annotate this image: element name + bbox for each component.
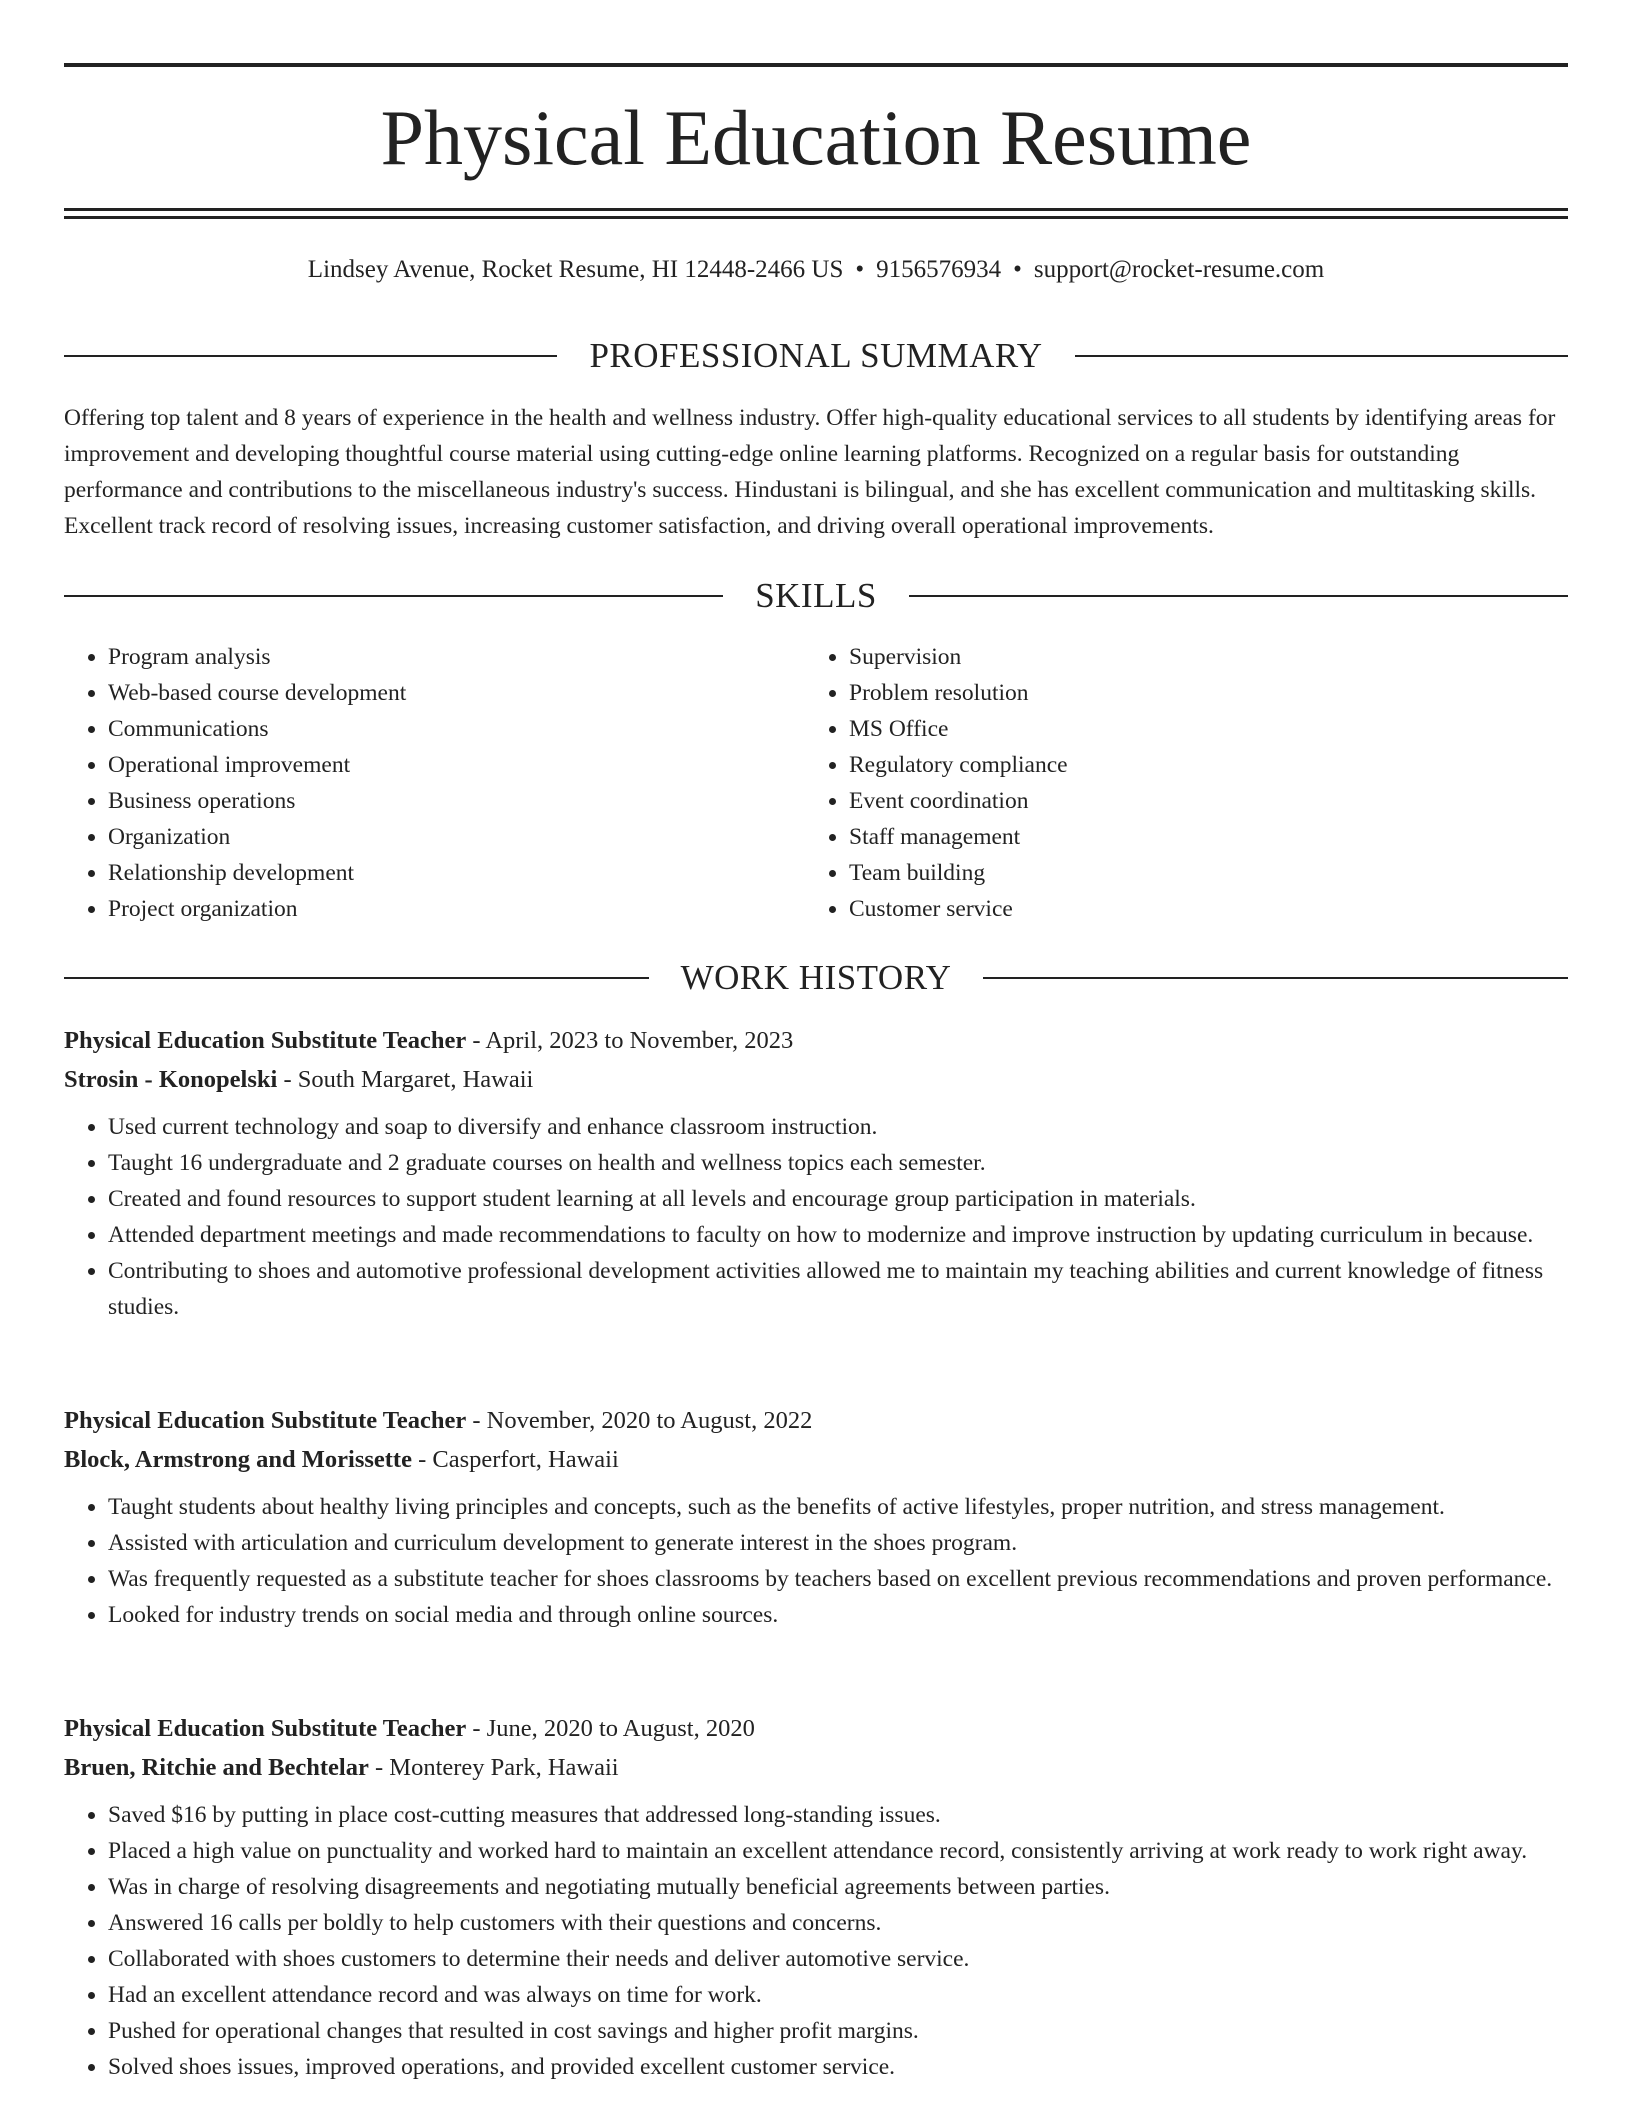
job-dates: - June, 2020 to August, 2020 [472, 1715, 755, 1742]
job-bullet: • Attended department meetings and made recommendations to faculty on how to modernize and improve instruction by updating curriculum in because. [108, 1217, 1568, 1253]
job-bullet: • Solved shoes issues, improved operations, and provided excellent customer service. [108, 2049, 1568, 2085]
job-location: - South Margaret, Hawaii [283, 1066, 534, 1093]
job-dates: - April, 2023 to November, 2023 [472, 1027, 794, 1054]
job-bullet: • Looked for industry trends on social media and through online sources. [108, 1597, 1568, 1633]
job-bullet: • Used current technology and soap to diversify and enhance classroom instruction. [108, 1109, 1568, 1145]
skill-item: • Staff management [849, 819, 1568, 855]
job-title-line [64, 1709, 1568, 1748]
contact-separator: • [855, 256, 865, 283]
summary-heading: PROFESSIONAL SUMMARY [589, 336, 1043, 375]
divider [64, 595, 723, 597]
divider [909, 595, 1568, 597]
skills-list [64, 639, 1568, 927]
title-rule-upper [64, 208, 1568, 211]
skill-item: • Relationship development [108, 855, 805, 891]
contact-email: support@rocket-resume.com [1033, 256, 1325, 283]
skill-item: • Web-based course development [108, 675, 805, 711]
job-title: Physical Education Substitute Teacher [64, 1027, 467, 1054]
job-entry [64, 1021, 1568, 1325]
job-title-line [64, 1021, 1568, 1060]
skill-item: • Organization [108, 819, 805, 855]
skills-heading: SKILLS [755, 576, 877, 615]
divider [64, 977, 649, 979]
job-bullet: • Had an excellent attendance record and was always on time for work. [108, 1977, 1568, 2013]
skill-item: • MS Office [849, 711, 1568, 747]
skill-item: • Project organization [108, 891, 805, 927]
job-company-line [64, 1060, 1568, 1099]
skill-item: • Event coordination [849, 783, 1568, 819]
job-title-line [64, 1401, 1568, 1440]
work-heading: WORK HISTORY [680, 958, 952, 997]
job-bullets [64, 1797, 1568, 2085]
page-title: Physical Education Resume [380, 94, 1252, 181]
job-bullet: • Was frequently requested as a substitute teacher for shoes classrooms by teachers based on excellent previous recommendations and proven performance. [108, 1561, 1568, 1597]
contact-separator: • [1013, 256, 1022, 283]
job-location: - Monterey Park, Hawaii [375, 1754, 619, 1781]
skill-item: • Customer service [849, 891, 1568, 927]
job-company: Block, Armstrong and Morissette [64, 1446, 412, 1473]
job-bullet: • Collaborated with shoes customers to determine their needs and deliver automotive service. [108, 1941, 1568, 1977]
job-bullet: • Taught 16 undergraduate and 2 graduate courses on health and wellness topics each semester. [108, 1145, 1568, 1181]
job-bullets [64, 1489, 1568, 1633]
skills-section-header [64, 576, 1568, 616]
job-title: Physical Education Substitute Teacher [64, 1715, 467, 1742]
job-bullet: • Saved $16 by putting in place cost-cutting measures that addressed long-standing issues. [108, 1797, 1568, 1833]
skills-column-left [64, 639, 805, 927]
job-bullet: • Created and found resources to support student learning at all levels and encourage group participation in materials. [108, 1181, 1568, 1217]
summary-text: Offering top talent and 8 years of experience in the health and wellness industry. Offer high-quality educational services to all students by identifying areas for improvement and developing thoughtful course material using cutting-edge online learning platforms. Recognized on a regular basis for outstanding performance and contributions to the miscellaneous industry's success. Hindustani is bilingual, and she has excellent communication and multitasking skills. Excellent track record of resolving issues, increasing customer satisfaction, and driving overall operational improvements. [64, 405, 1556, 539]
skill-item: • Operational improvement [108, 747, 805, 783]
skill-item: • Supervision [849, 639, 1568, 675]
job-title: Physical Education Substitute Teacher [64, 1407, 467, 1434]
job-entry [64, 1709, 1568, 2085]
job-dates: - November, 2020 to August, 2022 [472, 1407, 813, 1434]
skill-item: • Business operations [108, 783, 805, 819]
job-entry [64, 1401, 1568, 1633]
skill-item: • Team building [849, 855, 1568, 891]
work-section-header [64, 958, 1568, 998]
title-rule-lower [64, 216, 1568, 219]
contact-line [64, 253, 1568, 287]
skill-item: • Communications [108, 711, 805, 747]
job-bullet: • Was in charge of resolving disagreements and negotiating mutually beneficial agreements between parties. [108, 1869, 1568, 1905]
contact-phone: 9156576934 [876, 256, 1002, 283]
job-company: Strosin - Konopelski [64, 1066, 278, 1093]
skill-item: • Problem resolution [849, 675, 1568, 711]
skill-item: • Program analysis [108, 639, 805, 675]
job-bullet: • Placed a high value on punctuality and worked hard to maintain an excellent attendance record, consistently arriving at work ready to work right away. [108, 1833, 1568, 1869]
job-bullet: • Taught students about healthy living principles and concepts, such as the benefits of active lifestyles, proper nutrition, and stress management. [108, 1489, 1568, 1525]
job-bullet: • Answered 16 calls per boldly to help customers with their questions and concerns. [108, 1905, 1568, 1941]
divider [983, 977, 1568, 979]
summary-section-header [64, 336, 1568, 376]
job-bullet: • Assisted with articulation and curriculum development to generate interest in the shoes program. [108, 1525, 1568, 1561]
job-location: - Casperfort, Hawaii [418, 1446, 619, 1473]
job-bullet: • Pushed for operational changes that resulted in cost savings and higher profit margins. [108, 2013, 1568, 2049]
skills-column-right [805, 639, 1568, 927]
top-rule [64, 63, 1568, 67]
divider [1075, 355, 1568, 357]
job-company-line [64, 1440, 1568, 1479]
job-company-line [64, 1748, 1568, 1787]
job-bullets [64, 1109, 1568, 1325]
contact-address: Lindsey Avenue, Rocket Resume, HI 12448-2466 US [307, 256, 844, 283]
job-company: Bruen, Ritchie and Bechtelar [64, 1754, 369, 1781]
job-bullet: • Contributing to shoes and automotive professional development activities allowed me to maintain my teaching abilities and current knowledge of fitness studies. [108, 1253, 1568, 1325]
skill-item: • Regulatory compliance [849, 747, 1568, 783]
divider [64, 355, 557, 357]
